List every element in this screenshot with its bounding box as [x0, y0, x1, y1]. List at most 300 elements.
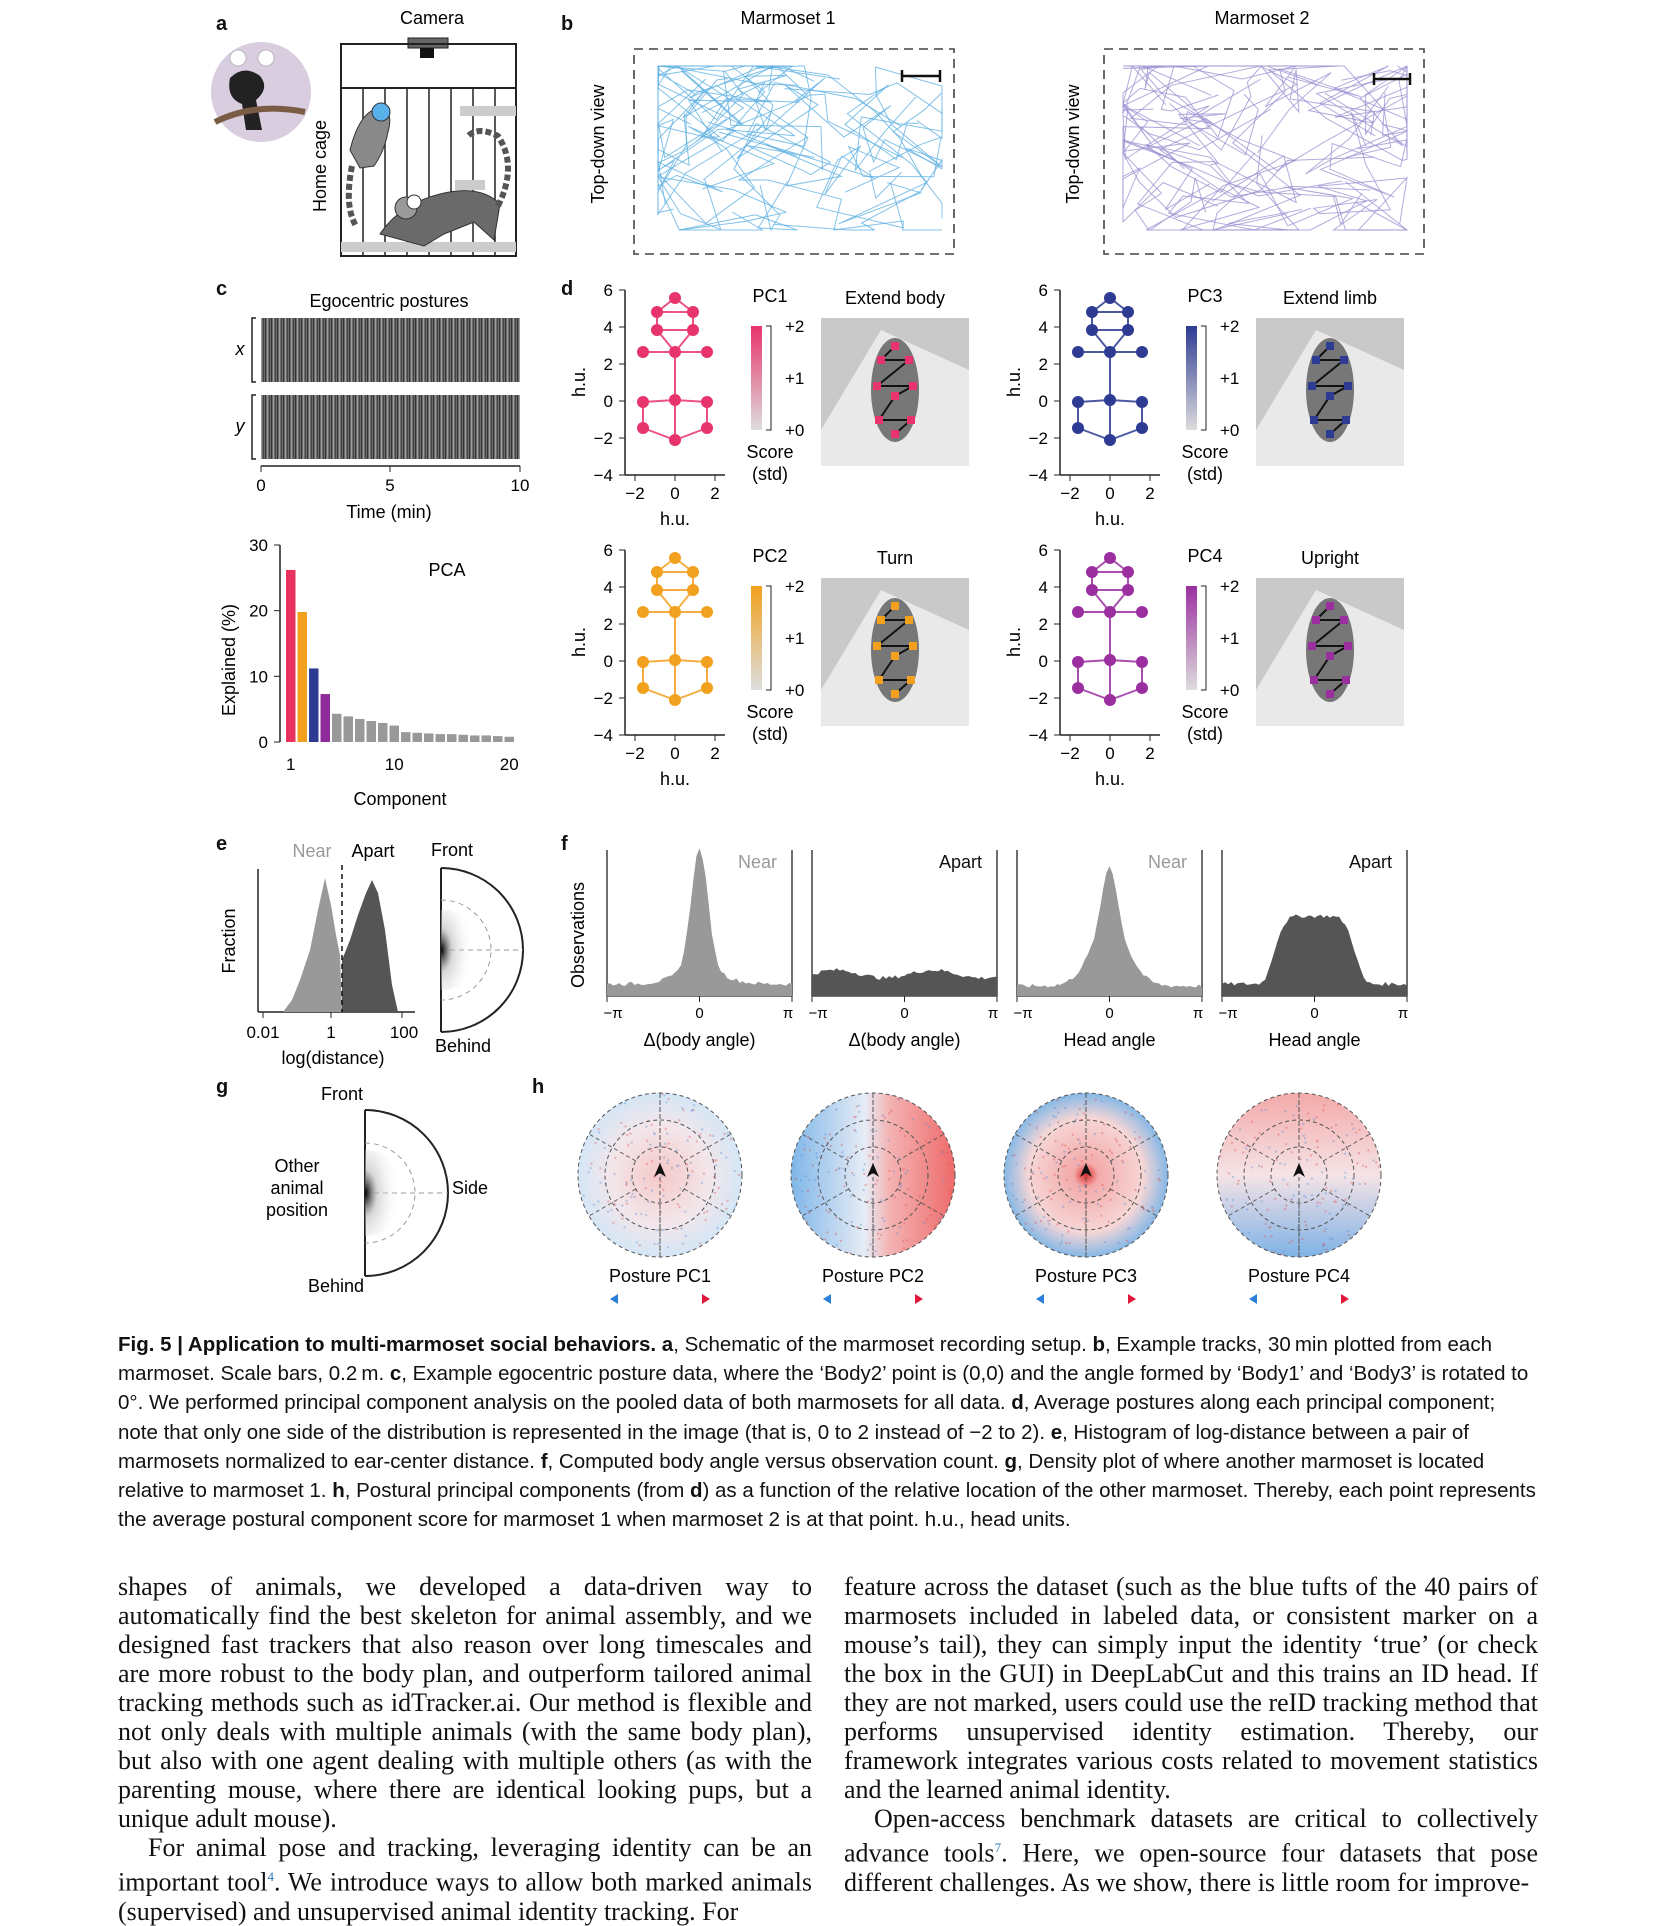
polar-speckle — [723, 1133, 725, 1135]
polar-speckle — [1355, 1131, 1357, 1133]
polar-speckle — [599, 1167, 601, 1169]
photo-keypoint — [1308, 382, 1316, 390]
polar-label: Posture PC2 — [821, 1266, 925, 1286]
polar-speckle — [949, 1188, 951, 1190]
polar-speckle — [1024, 1167, 1026, 1169]
polar-speckle — [1064, 1165, 1066, 1167]
polar-speckle — [665, 1146, 667, 1148]
f-xtick-label: −π — [603, 1005, 623, 1022]
d-ytick-label: 4 — [1038, 318, 1048, 337]
pca-bar-10 — [390, 726, 400, 742]
skeleton-joint — [1136, 346, 1148, 358]
polar-speckle — [870, 1129, 872, 1131]
photo-keypoint — [891, 392, 899, 400]
polar-speckle — [651, 1160, 653, 1162]
polar-speckle — [1029, 1124, 1031, 1126]
polar-speckle — [899, 1129, 901, 1131]
polar-speckle — [918, 1195, 920, 1197]
photo-title: Turn — [876, 548, 914, 568]
photo-keypoint — [905, 616, 913, 624]
polar-speckle — [924, 1123, 926, 1125]
polar-speckle — [1296, 1226, 1298, 1228]
polar-speckle — [1304, 1220, 1306, 1222]
polar-speckle — [625, 1200, 627, 1202]
polar-speckle — [647, 1201, 649, 1203]
polar-speckle — [801, 1190, 803, 1192]
pca-bar-6 — [344, 716, 354, 742]
skeleton-joint — [1104, 694, 1116, 706]
polar-speckle — [1039, 1136, 1041, 1138]
skeleton-joint — [1072, 606, 1084, 618]
polar-speckle — [1316, 1146, 1318, 1148]
polar-speckle — [1144, 1170, 1146, 1172]
polar-speckle — [1040, 1220, 1042, 1222]
polar-speckle — [725, 1156, 727, 1158]
polar-speckle — [1307, 1183, 1309, 1185]
polar-speckle — [1095, 1190, 1097, 1192]
polar-speckle — [1087, 1220, 1089, 1222]
polar-speckle — [715, 1164, 717, 1166]
right-paragraph-1: feature across the dataset (such as the blue tufts of the 40 pairs of marmosets included in labeled data, or consistent marker on a mouse’s tail), they can simply input the identity ‘true’ (or check the box in the GUI) in DeepLabCut and this trains an ID head. If they are not marked, users could use the reID tracking method that performs unsupervised identity estimation. Thereby, our framework integrates various costs related to movement statistics and the learned animal identity. — [844, 1572, 1538, 1804]
polar-speckle — [1269, 1180, 1271, 1182]
polar-speckle — [851, 1221, 853, 1223]
polar-speckle — [1109, 1149, 1111, 1151]
polar-speckle — [804, 1144, 806, 1146]
polar-speckle — [862, 1169, 864, 1171]
d-ytick-label: −4 — [593, 726, 613, 745]
polar-speckle — [1352, 1128, 1354, 1130]
polar-speckle — [1231, 1142, 1233, 1144]
polar-speckle — [905, 1204, 907, 1206]
polar-speckle — [1316, 1205, 1318, 1207]
polar-speckle — [881, 1217, 883, 1219]
skeleton-joint — [687, 306, 699, 318]
polar-speckle — [847, 1156, 849, 1158]
polar-speckle — [690, 1162, 692, 1164]
e-behind-label: Behind — [434, 1036, 492, 1056]
score-unit-label: (std) — [752, 464, 788, 484]
polar-speckle — [668, 1142, 670, 1144]
photo-keypoint — [1344, 642, 1352, 650]
polar-speckle — [621, 1204, 623, 1206]
pca-xtick-label: 20 — [499, 755, 519, 774]
polar-speckle — [803, 1148, 805, 1150]
polar-speckle — [855, 1130, 857, 1132]
polar-speckle — [1043, 1216, 1045, 1218]
polar-speckle — [1100, 1100, 1102, 1102]
score-unit-label: (std) — [1187, 464, 1223, 484]
panel-letter-g: g — [216, 1076, 229, 1098]
f-panel-title: Near — [737, 852, 777, 872]
polar-speckle — [614, 1157, 616, 1159]
score-tick-label: +0 — [1220, 681, 1240, 700]
skeleton-joint — [669, 434, 681, 446]
polar-speckle — [613, 1173, 615, 1175]
polar-speckle — [1073, 1158, 1075, 1160]
polar-label: Posture PC4 — [1247, 1266, 1351, 1286]
score-tick-label: +2 — [1220, 317, 1240, 336]
skeleton-joint — [1086, 306, 1098, 318]
polar-speckle — [1334, 1190, 1336, 1192]
photo-keypoint — [877, 616, 885, 624]
e-near-label: Near — [292, 841, 332, 861]
polar-speckle — [1079, 1189, 1081, 1191]
polar-speckle — [888, 1170, 890, 1172]
score-colorbar — [1186, 326, 1197, 430]
polar-speckle — [681, 1107, 683, 1109]
polar-speckle — [626, 1203, 628, 1205]
polar-speckle — [663, 1156, 665, 1158]
skeleton-joint — [1104, 394, 1116, 406]
polar-speckle — [824, 1137, 826, 1139]
polar-speckle — [1310, 1154, 1312, 1156]
d-ytick-label: 6 — [603, 281, 613, 300]
d-ytick-label: −4 — [1028, 466, 1048, 485]
photo-keypoint — [909, 382, 917, 390]
score-bracket — [766, 326, 771, 430]
photo-keypoint — [1344, 382, 1352, 390]
d-ytick-label: 6 — [1038, 541, 1048, 560]
photo-keypoint — [875, 676, 883, 684]
polar-speckle — [1270, 1235, 1272, 1237]
c-xtick-5: 5 — [385, 476, 395, 495]
polar-speckle — [1050, 1198, 1052, 1200]
polar-speckle — [621, 1218, 623, 1220]
polar-speckle — [620, 1122, 622, 1124]
polar-speckle — [1053, 1174, 1055, 1176]
polar-speckle — [645, 1126, 647, 1128]
polar-speckle — [701, 1128, 703, 1130]
polar-speckle — [869, 1243, 871, 1245]
photo-keypoint — [1342, 416, 1350, 424]
polar-speckle — [691, 1170, 693, 1172]
polar-speckle — [685, 1235, 687, 1237]
polar-speckle — [1138, 1136, 1140, 1138]
x-row-label: x — [235, 339, 245, 359]
polar-map-pc3 — [1004, 1093, 1168, 1304]
polar-speckle — [827, 1171, 829, 1173]
polar-speckle — [1359, 1183, 1361, 1185]
polar-speckle — [1367, 1149, 1369, 1151]
polar-speckle — [855, 1105, 857, 1107]
e-xtick-2: 100 — [389, 1023, 419, 1042]
polar-speckle — [1346, 1134, 1348, 1136]
marmoset-2-track — [1123, 66, 1407, 230]
polar-speckle — [688, 1174, 690, 1176]
polar-speckle — [623, 1226, 625, 1228]
skeleton-joint — [1104, 434, 1116, 446]
polar-speckle — [1064, 1144, 1066, 1146]
d-xtick-label: −2 — [1060, 744, 1080, 763]
polar-speckle — [680, 1228, 682, 1230]
polar-speckle — [635, 1213, 637, 1215]
polar-speckle — [639, 1244, 641, 1246]
pca-bar-9 — [378, 723, 388, 742]
polar-speckle — [665, 1128, 667, 1130]
polar-speckle — [1065, 1179, 1067, 1181]
polar-speckle — [1304, 1137, 1306, 1139]
polar-speckle — [1242, 1151, 1244, 1153]
polar-speckle — [867, 1249, 869, 1251]
polar-speckle — [1284, 1163, 1286, 1165]
polar-speckle — [1157, 1169, 1159, 1171]
polar-speckle — [935, 1224, 937, 1226]
photo-keypoint — [1310, 416, 1318, 424]
polar-speckle — [1279, 1162, 1281, 1164]
pca-bar-4 — [321, 694, 331, 742]
caption-letter-h: h — [332, 1479, 345, 1503]
skeleton-joint — [651, 566, 663, 578]
panel-letter-d: d — [561, 278, 574, 300]
polar-speckle — [667, 1159, 669, 1161]
pca-bar-5 — [332, 714, 342, 742]
polar-speckle — [664, 1143, 666, 1145]
polar-speckle — [868, 1155, 870, 1157]
skeleton-joint — [1122, 324, 1134, 336]
score-tick-label: +1 — [1220, 629, 1240, 648]
polar-speckle — [665, 1101, 667, 1103]
skeleton-joint — [637, 396, 649, 408]
d-ytick-label: −2 — [593, 429, 613, 448]
e-xtick-0: 0.01 — [246, 1023, 280, 1042]
polar-speckle — [629, 1133, 631, 1135]
pca-bar-8 — [367, 721, 377, 742]
polar-speckle — [793, 1165, 795, 1167]
polar-speckle — [1258, 1165, 1260, 1167]
polar-speckle — [721, 1203, 723, 1205]
polar-speckle — [636, 1241, 638, 1243]
polar-speckle — [1324, 1210, 1326, 1212]
polar-speckle — [1348, 1234, 1350, 1236]
polar-speckle — [705, 1219, 707, 1221]
reference-link-4[interactable]: 4 — [267, 1869, 274, 1884]
d-ylabel: h.u. — [1004, 366, 1024, 398]
polar-speckle — [1246, 1208, 1248, 1210]
polar-speckle — [1344, 1172, 1346, 1174]
polar-speckle — [1313, 1118, 1315, 1120]
body-text — [118, 1572, 1538, 1926]
d-ytick-label: 4 — [1038, 578, 1048, 597]
panel-f-angles — [568, 848, 1408, 1050]
f-xlabel: Head angle — [1268, 1030, 1361, 1050]
polar-speckle — [875, 1130, 877, 1132]
polar-speckle — [1365, 1166, 1367, 1168]
polar-speckle — [874, 1250, 876, 1252]
polar-speckle — [696, 1140, 698, 1142]
polar-speckle — [1042, 1156, 1044, 1158]
panel-d-principal-postures — [569, 281, 1404, 789]
d-ytick-label: 0 — [603, 652, 613, 671]
polar-speckle — [1028, 1178, 1030, 1180]
polar-speckle — [1129, 1227, 1131, 1229]
polar-speckle — [1152, 1210, 1154, 1212]
polar-speckle — [1292, 1114, 1294, 1116]
polar-speckle — [662, 1189, 664, 1191]
polar-speckle — [882, 1114, 884, 1116]
score-bracket — [766, 586, 771, 690]
g-other-line1: Other — [274, 1156, 320, 1176]
polar-speckle — [942, 1151, 944, 1153]
d-ytick-label: 2 — [603, 615, 613, 634]
arrow-right-icon — [1341, 1294, 1349, 1304]
polar-speckle — [1063, 1151, 1065, 1153]
polar-speckle — [795, 1178, 797, 1180]
skeleton-joint — [1136, 682, 1148, 694]
polar-speckle — [1121, 1160, 1123, 1162]
photo-title: Extend limb — [1282, 288, 1378, 308]
panel-letter-a: a — [216, 13, 228, 35]
polar-speckle — [828, 1211, 830, 1213]
polar-speckle — [904, 1172, 906, 1174]
panel-letter-c: c — [216, 278, 228, 300]
polar-speckle — [607, 1211, 609, 1213]
polar-speckle — [1128, 1242, 1130, 1244]
polar-speckle — [1091, 1154, 1093, 1156]
skeleton-joint — [1104, 292, 1116, 304]
polar-speckle — [926, 1218, 928, 1220]
photo-keypoint — [909, 642, 917, 650]
g-side-label: Side — [451, 1178, 489, 1198]
polar-speckle — [826, 1231, 828, 1233]
polar-speckle — [814, 1179, 816, 1181]
photo-keypoint — [875, 416, 883, 424]
polar-speckle — [1285, 1127, 1287, 1129]
polar-speckle — [912, 1118, 914, 1120]
polar-speckle — [727, 1132, 729, 1134]
polar-speckle — [651, 1124, 653, 1126]
polar-speckle — [730, 1138, 732, 1140]
polar-speckle — [1291, 1198, 1293, 1200]
polar-speckle — [1011, 1154, 1013, 1156]
polar-speckle — [804, 1206, 806, 1208]
y-row-label: y — [235, 416, 245, 436]
polar-speckle — [597, 1200, 599, 1202]
skeleton-joint — [651, 306, 663, 318]
polar-speckle — [693, 1104, 695, 1106]
polar-speckle — [1055, 1116, 1057, 1118]
f-histogram-2 — [808, 850, 998, 1050]
polar-speckle — [858, 1105, 860, 1107]
polar-speckle — [1378, 1165, 1380, 1167]
polar-speckle — [1330, 1190, 1332, 1192]
polar-speckle — [1268, 1227, 1270, 1229]
home-cage-label: Home cage — [310, 119, 330, 213]
right-p2-end: . Here, we open-source four datasets that pose different challenges. As we show, there is little room for improve- — [844, 1838, 1538, 1897]
polar-speckle — [894, 1196, 896, 1198]
polar-speckle — [645, 1187, 647, 1189]
panel-h-polar-maps — [578, 1093, 1381, 1305]
f-histogram-4 — [1218, 850, 1408, 1050]
skeleton-joint — [1086, 566, 1098, 578]
polar-speckle — [709, 1134, 711, 1136]
photo-keypoint — [1326, 690, 1334, 698]
d-xtick-label: 2 — [710, 744, 720, 763]
polar-speckle — [888, 1112, 890, 1114]
polar-speckle — [1129, 1146, 1131, 1148]
polar-speckle — [667, 1098, 669, 1100]
polar-speckle — [1075, 1118, 1077, 1120]
polar-speckle — [1325, 1187, 1327, 1189]
polar-speckle — [928, 1126, 930, 1128]
skeleton-joint — [1122, 566, 1134, 578]
polar-speckle — [1116, 1140, 1118, 1142]
polar-speckle — [1274, 1251, 1276, 1253]
polar-speckle — [1232, 1199, 1234, 1201]
d-ytick-label: −2 — [1028, 429, 1048, 448]
polar-speckle — [1375, 1161, 1377, 1163]
polar-speckle — [1351, 1123, 1353, 1125]
polar-speckle — [1037, 1196, 1039, 1198]
f-xtick-label: π — [782, 1005, 794, 1022]
photo-keypoint — [873, 382, 881, 390]
polar-speckle — [1047, 1220, 1049, 1222]
polar-speckle — [1108, 1221, 1110, 1223]
e-front-label: Front — [430, 840, 474, 860]
body-column-left — [118, 1572, 812, 1926]
skeleton-joint — [669, 394, 681, 406]
polar-speckle — [1103, 1123, 1105, 1125]
polar-speckle — [1265, 1109, 1267, 1111]
caption-c-text: , Example egocentric posture data, where the ‘Body2’ point is (0,0) and the angle formed by ‘Body1’ and ‘Body3’ is rotated to 0°. We performed principal component analysis on the pooled data of both marmosets for all data. — [118, 1362, 1529, 1415]
polar-speckle — [858, 1111, 860, 1113]
c-xtick-0: 0 — [256, 476, 266, 495]
polar-speckle — [689, 1136, 691, 1138]
polar-speckle — [1275, 1151, 1277, 1153]
pca-bar-2 — [298, 612, 308, 742]
polar-speckle — [890, 1110, 892, 1112]
polar-speckle — [607, 1200, 609, 1202]
photo-keypoint — [907, 416, 915, 424]
polar-speckle — [1316, 1201, 1318, 1203]
photo-keypoint — [905, 356, 913, 364]
polar-speckle — [1268, 1146, 1270, 1148]
polar-speckle — [903, 1247, 905, 1249]
polar-speckle — [1323, 1230, 1325, 1232]
polar-speckle — [1321, 1171, 1323, 1173]
skeleton-joint — [1072, 346, 1084, 358]
arrow-right-icon — [702, 1294, 710, 1304]
polar-speckle — [876, 1179, 878, 1181]
polar-speckle — [1024, 1199, 1026, 1201]
polar-speckle — [1102, 1188, 1104, 1190]
polar-speckle — [678, 1119, 680, 1121]
polar-speckle — [1079, 1108, 1081, 1110]
polar-speckle — [1144, 1187, 1146, 1189]
polar-speckle — [1265, 1223, 1267, 1225]
reference-link-7[interactable]: 7 — [994, 1840, 1002, 1855]
polar-speckle — [1305, 1224, 1307, 1226]
panel-c-postures — [234, 291, 530, 522]
pc-label: PC2 — [752, 546, 788, 566]
track-ylabel-2: Top-down view — [1063, 84, 1083, 204]
g-other-line3: position — [265, 1200, 329, 1220]
polar-speckle — [1119, 1144, 1121, 1146]
d-xlabel: h.u. — [1094, 769, 1126, 789]
polar-speckle — [1076, 1113, 1078, 1115]
score-tick-label: +0 — [785, 681, 805, 700]
polar-speckle — [645, 1214, 647, 1216]
skeleton-joint — [651, 584, 663, 596]
polar-speckle — [1069, 1242, 1071, 1244]
caption-fig-label: Fig. 5 | Application to multi-marmoset social behaviors. — [118, 1333, 657, 1356]
polar-speckle — [899, 1179, 901, 1181]
polar-speckle — [938, 1218, 940, 1220]
score-colorbar — [1186, 586, 1197, 690]
skeleton-joint — [701, 682, 713, 694]
polar-speckle — [660, 1181, 662, 1183]
caption-letter-e: e — [1050, 1420, 1063, 1444]
polar-speckle — [933, 1226, 935, 1228]
